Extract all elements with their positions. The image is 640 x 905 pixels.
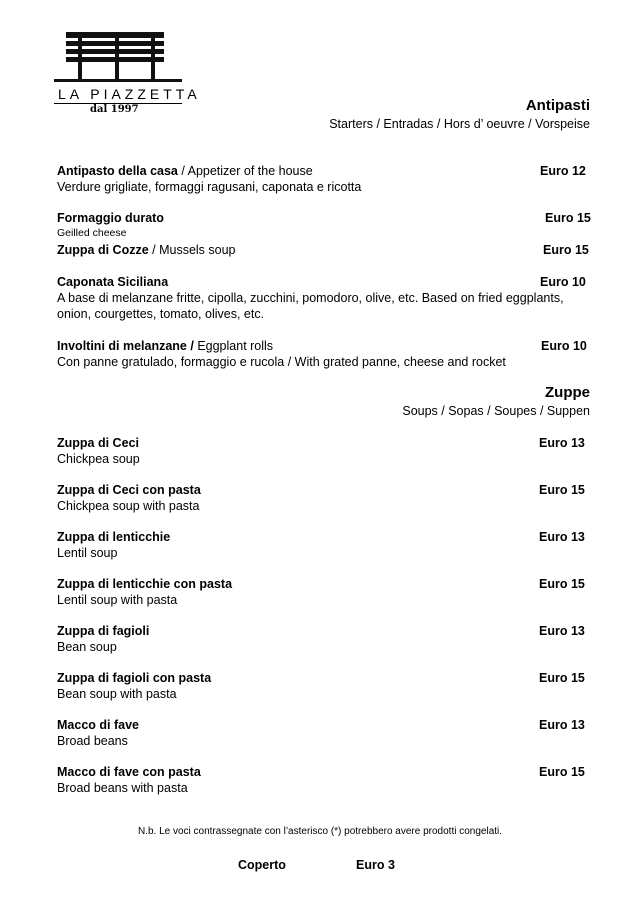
bench-icon [54,30,182,84]
item-name: Antipasto della casa [57,164,178,178]
item-description: Con panne gratulado, formaggio e rucola / With grated panne, cheese and rocket [57,355,506,369]
menu-item [57,436,597,466]
item-description: Broad beans [57,734,128,748]
item-price: Euro 12 [540,164,586,178]
zuppe-title: Zuppe [545,384,590,401]
item-price: Euro 13 [539,436,585,450]
item-description-cont: onion, courgettes, tomato, olives, etc. [57,307,265,321]
item-name: Zuppa di Ceci [57,436,139,450]
item-name: Macco di fave con pasta [57,765,201,779]
item-description: Chickpea soup [57,452,140,466]
item-description: Geilled cheese [57,227,127,239]
item-description: Chickpea soup with pasta [57,499,200,513]
item-translation: / Mussels soup [148,243,236,257]
item-price: Euro 13 [539,624,585,638]
item-description: Lentil soup [57,546,118,560]
item-name: Zuppa di fagioli con pasta [57,671,212,685]
item-price: Euro 15 [539,765,585,779]
menu-item [57,164,597,194]
item-description: Broad beans with pasta [57,781,188,795]
item-price: Euro 15 [543,243,589,257]
coperto-price: Euro 3 [356,858,395,872]
item-description: Verdure grigliate, formaggi ragusani, caponata e ricotta [57,180,362,194]
item-translation: / Appetizer of the house [177,164,313,178]
menu-item [57,275,597,321]
antipasti-title: Antipasti [525,97,590,114]
item-price: Euro 15 [539,577,585,591]
item-name: Zuppa di Cozze [57,243,149,257]
item-name: Caponata Siciliana [57,275,169,289]
item-description: Bean soup with pasta [57,687,177,701]
item-translation: Eggplant rolls [193,339,274,353]
item-name: Macco di fave [57,718,139,732]
menu-item [57,243,597,257]
menu-item [57,671,597,701]
footer-note: N.b. Le voci contrassegnate con l’asterisco (*) potrebbero avere prodotti congelati. [137,826,503,837]
item-name: Zuppa di Ceci con pasta [57,483,201,497]
item-name: Zuppa di lenticchie [57,530,171,544]
menu-item [57,577,597,607]
item-name: Zuppa di lenticchie con pasta [57,577,233,591]
item-description: Lentil soup with pasta [57,593,178,607]
menu-item [57,718,597,748]
item-description: Bean soup [57,640,117,654]
item-name: Formaggio durato [57,211,164,225]
item-price: Euro 13 [539,718,585,732]
menu-item [57,765,597,795]
item-price: Euro 10 [541,339,587,353]
antipasti-subtitle: Starters / Entradas / Hors d’ oeuvre / Vorspeise [329,117,590,131]
item-price: Euro 15 [539,671,585,685]
logo-name: LA PIAZZETTA [58,86,201,102]
item-price: Euro 15 [539,483,585,497]
item-price: Euro 15 [545,211,591,225]
zuppe-subtitle: Soups / Sopas / Soupes / Suppen [402,404,590,418]
item-description: A base di melanzane fritte, cipolla, zucchini, pomodoro, olive, etc. Based on fried eggplants, [57,291,564,305]
item-price: Euro 13 [539,530,585,544]
menu-item [57,483,597,513]
menu-item [57,211,597,239]
menu-item [57,530,597,560]
item-name: Zuppa di fagioli [57,624,150,638]
menu-item [57,339,597,369]
restaurant-logo [54,30,201,115]
logo-since: dal 1997 [90,104,139,115]
menu-item [57,624,597,654]
item-name: Involtini di melanzane / [57,339,194,353]
coperto-label: Coperto [238,858,286,872]
item-price: Euro 10 [540,275,586,289]
